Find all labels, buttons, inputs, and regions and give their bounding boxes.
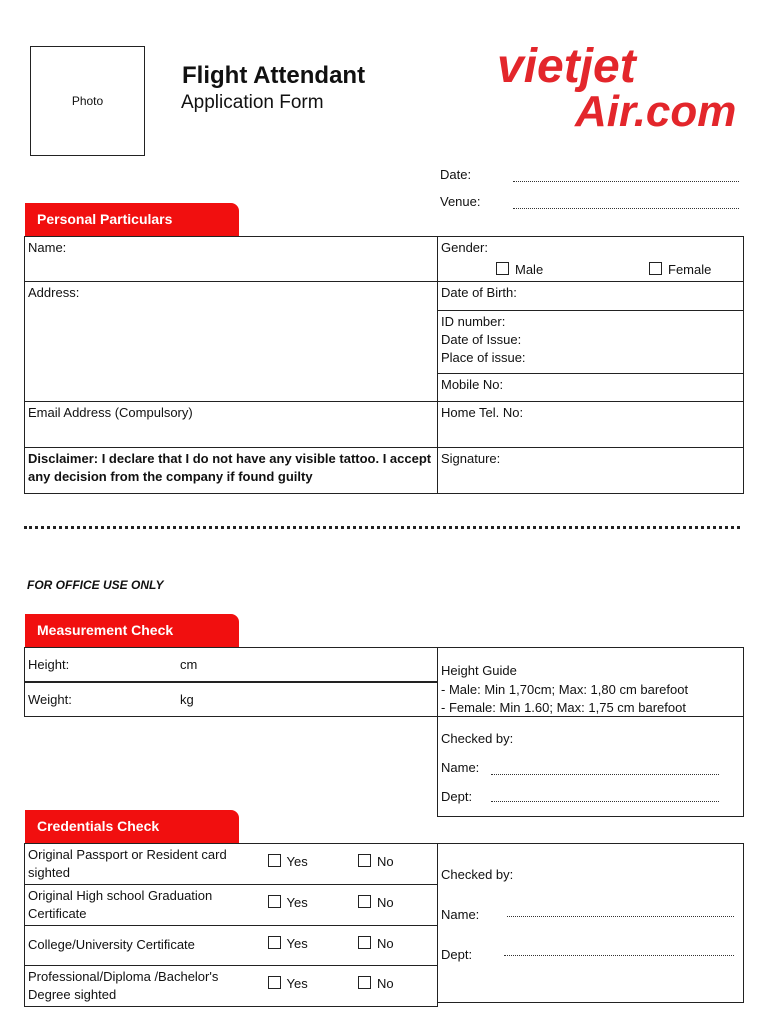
measurement-dept-field[interactable]	[491, 801, 719, 802]
no-checkbox[interactable]	[358, 895, 371, 908]
no-label: No	[377, 976, 394, 991]
height-guide-male: - Male: Min 1,70cm; Max: 1,80 cm barefoot	[441, 682, 689, 697]
home-tel-label: Home Tel. No:	[441, 405, 524, 420]
mobile-label: Mobile No:	[441, 377, 504, 392]
height-guide-box	[437, 647, 744, 717]
measurement-name-label: Name:	[441, 760, 480, 775]
credential-no-option[interactable]	[355, 844, 438, 885]
credential-yes-option[interactable]	[265, 844, 356, 885]
measurement-checked-box	[437, 716, 744, 817]
office-use-label: FOR OFFICE USE ONLY	[27, 578, 164, 592]
male-option[interactable]	[496, 261, 543, 279]
credential-item-label: Original High school Graduation Certificate	[25, 885, 265, 926]
measurement-dept-label: Dept:	[441, 789, 473, 804]
height-guide-title: Height Guide	[441, 663, 517, 678]
female-option[interactable]	[649, 261, 711, 279]
date-of-issue-label: Date of Issue:	[441, 332, 522, 347]
credentials-check-tab: Credentials Check	[25, 810, 239, 843]
signature-label: Signature:	[441, 451, 501, 466]
weight-label: Weight:	[28, 692, 72, 707]
male-checkbox[interactable]	[496, 262, 509, 275]
venue-label: Venue:	[440, 194, 481, 209]
form-subtitle: Application Form	[181, 92, 324, 113]
yes-label: Yes	[286, 936, 308, 951]
credential-no-option[interactable]	[355, 885, 438, 926]
id-cell[interactable]	[438, 311, 744, 374]
signature-cell[interactable]	[438, 448, 744, 494]
vietjet-logo	[495, 40, 745, 135]
mobile-cell[interactable]	[438, 374, 744, 402]
dob-cell[interactable]	[438, 282, 744, 311]
form-title: Flight Attendant	[182, 62, 366, 89]
no-label: No	[377, 895, 394, 910]
credential-no-option[interactable]	[355, 926, 438, 966]
height-label: Height:	[28, 657, 70, 672]
credential-item-label: Original Passport or Resident card sighted	[25, 844, 265, 885]
credential-yes-option[interactable]	[265, 926, 356, 966]
date-field[interactable]	[513, 181, 739, 182]
yes-checkbox[interactable]	[268, 854, 281, 867]
credentials-name-label: Name:	[441, 907, 480, 922]
weight-row[interactable]	[24, 683, 438, 717]
date-label: Date:	[440, 167, 472, 182]
credentials-name-field[interactable]	[507, 916, 734, 917]
personal-table	[24, 236, 744, 494]
measurement-checked-by: Checked by:	[441, 731, 514, 746]
gender-cell	[438, 237, 744, 282]
measurement-check-tab: Measurement Check	[25, 614, 239, 647]
no-label: No	[377, 936, 394, 951]
gender-label: Gender:	[441, 240, 488, 255]
separator-line	[24, 526, 740, 529]
address-cell[interactable]	[25, 282, 438, 402]
email-cell[interactable]	[25, 402, 438, 448]
credentials-checked-box	[437, 843, 744, 1003]
email-label: Email Address (Compulsory)	[28, 405, 193, 420]
yes-checkbox[interactable]	[268, 895, 281, 908]
height-guide-female: - Female: Min 1.60; Max: 1,75 cm barefoot	[441, 700, 686, 715]
address-label: Address:	[28, 285, 80, 300]
credential-no-option[interactable]	[355, 966, 438, 1007]
personal-particulars-tab: Personal Particulars	[25, 203, 239, 236]
credentials-dept-label: Dept:	[441, 947, 473, 962]
credential-yes-option[interactable]	[265, 885, 356, 926]
credentials-checked-by: Checked by:	[441, 867, 514, 882]
no-label: No	[377, 854, 394, 869]
venue-field[interactable]	[513, 208, 739, 209]
weight-unit: kg	[180, 692, 194, 707]
yes-label: Yes	[286, 976, 308, 991]
credential-item-label: College/University Certificate	[25, 926, 265, 966]
no-checkbox[interactable]	[358, 936, 371, 949]
female-checkbox[interactable]	[649, 262, 662, 275]
no-checkbox[interactable]	[358, 976, 371, 989]
male-label: Male	[515, 262, 544, 277]
no-checkbox[interactable]	[358, 854, 371, 867]
logo-line1: vietjet	[497, 40, 636, 93]
logo-line2: Air.com	[575, 87, 737, 135]
home-tel-cell[interactable]	[438, 402, 744, 448]
credentials-table	[24, 843, 438, 1007]
disclaimer-text: Disclaimer: I declare that I do not have any visible tattoo. I accept any decision from the company if found guilty	[28, 451, 432, 484]
photo-box[interactable]	[30, 46, 145, 156]
credential-item-label: Professional/Diploma /Bachelor's Degree sighted	[25, 966, 265, 1007]
measurement-name-field[interactable]	[491, 774, 719, 775]
yes-checkbox[interactable]	[268, 976, 281, 989]
photo-label: Photo	[71, 94, 104, 108]
place-of-issue-label: Place of issue:	[441, 350, 526, 365]
dob-label: Date of Birth:	[441, 285, 517, 300]
name-cell[interactable]	[25, 237, 438, 282]
yes-label: Yes	[286, 895, 308, 910]
height-unit: cm	[180, 657, 198, 672]
yes-label: Yes	[286, 854, 308, 869]
height-row[interactable]	[24, 647, 438, 683]
credential-yes-option[interactable]	[265, 966, 356, 1007]
female-label: Female	[668, 262, 712, 277]
yes-checkbox[interactable]	[268, 936, 281, 949]
name-label: Name:	[28, 240, 67, 255]
credentials-dept-field[interactable]	[504, 955, 734, 956]
id-number-label: ID number:	[441, 314, 506, 329]
disclaimer-cell	[25, 448, 438, 494]
